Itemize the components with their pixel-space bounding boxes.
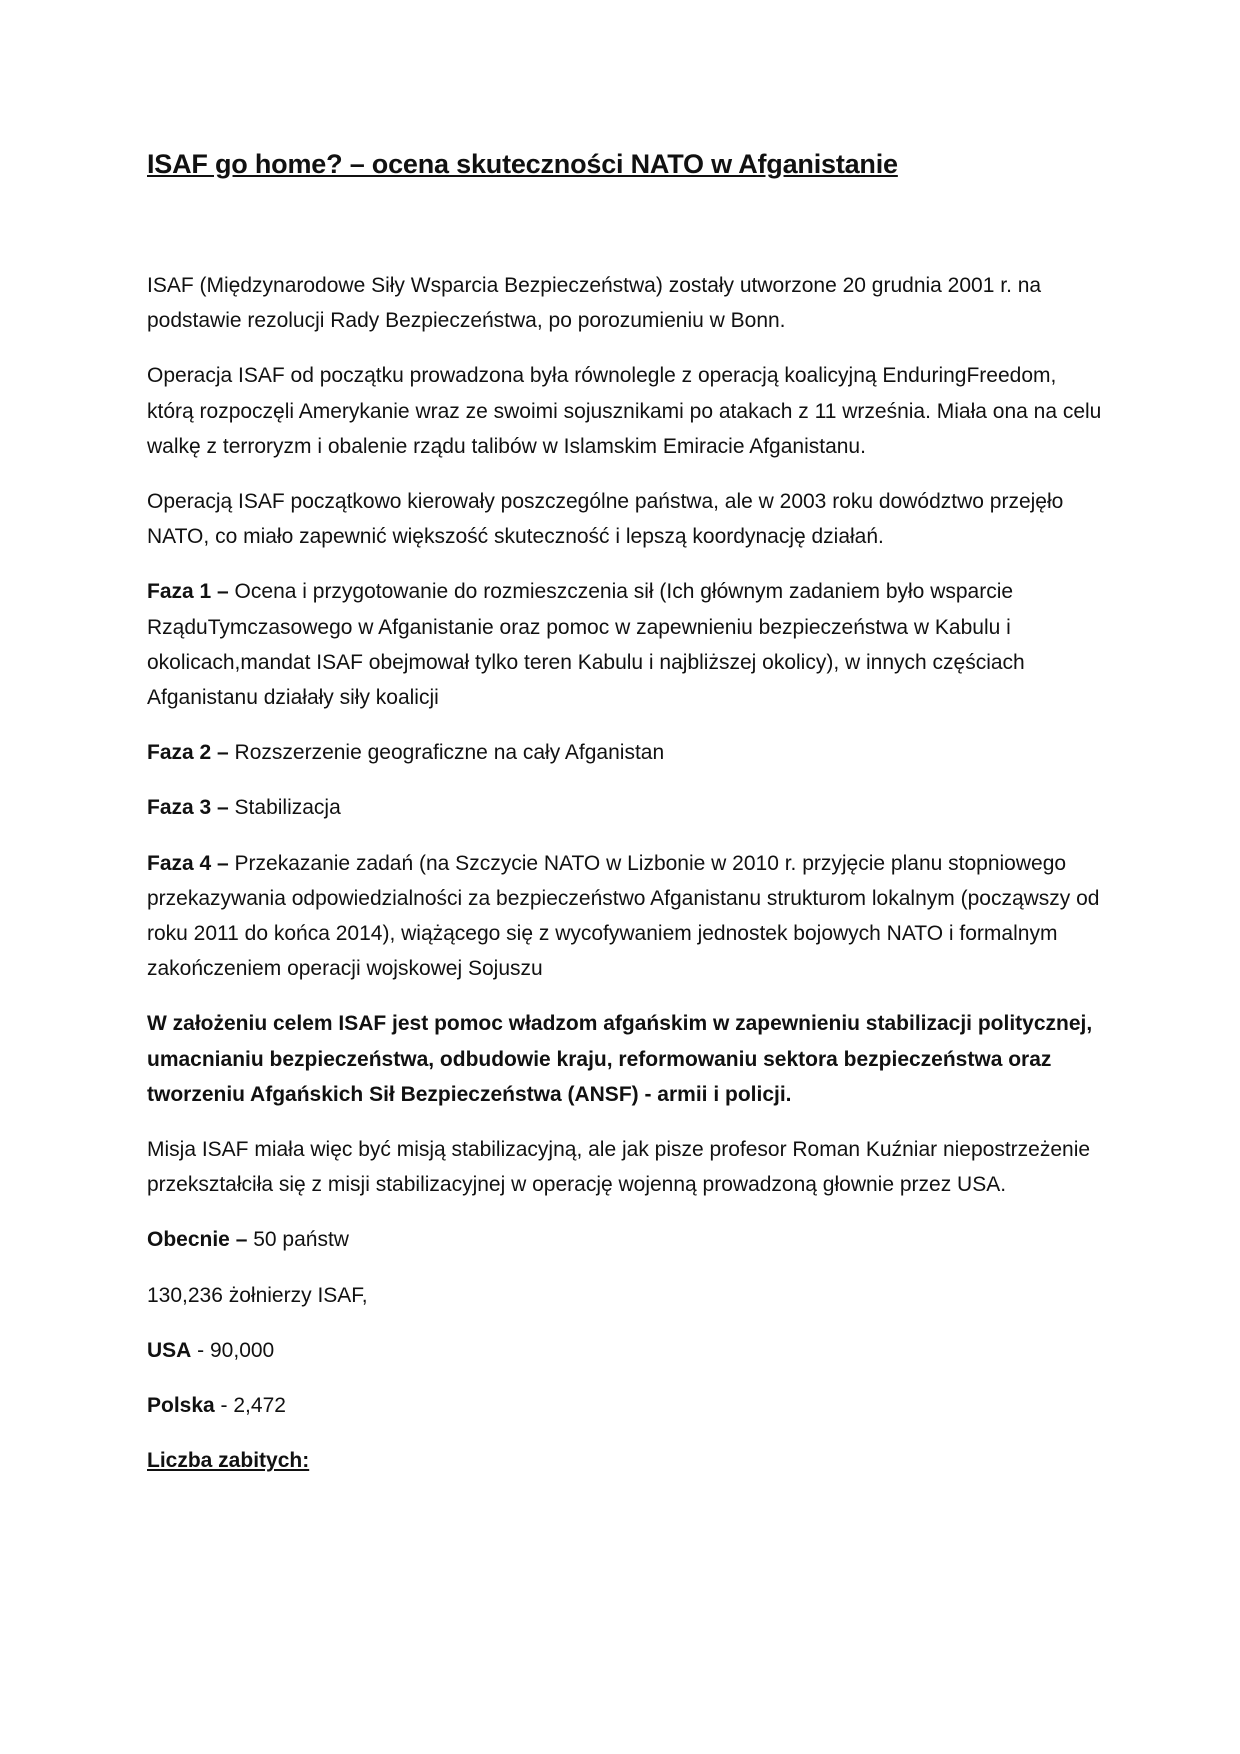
phase-4-text: Przekazanie zadań (na Szczycie NATO w Lizbonie w 2010 r. przyjęcie planu stopniowego przekazywania odpowiedzialności za bezpieczeństwo Afganistanu strukturom lokalnym (począwszy od roku 2011 do końca 2014), wiążącego się z wycofywaniem jednostek bojowych NATO i formalnym zakończeniem operacji wojskowej Sojuszu bbox=[147, 851, 1100, 981]
usa-text: - 90,000 bbox=[191, 1338, 275, 1362]
polska-label: Polska bbox=[147, 1394, 215, 1418]
killed-heading: Liczba zabitych: bbox=[147, 1449, 310, 1473]
phase-2-label: Faza 2 – bbox=[147, 741, 229, 765]
paragraph-phase-4 bbox=[147, 846, 1107, 987]
obecnie-text: 50 państw bbox=[247, 1228, 349, 1252]
paragraph-obecnie bbox=[147, 1222, 1107, 1257]
polska-text: - 2,472 bbox=[214, 1394, 286, 1418]
paragraph-nato-command: Operacją ISAF początkowo kierowały poszczególne państwa, ale w 2003 roku dowództwo przejęło NATO, co miało zapewnić większość skuteczność i lepszą koordynację działań. bbox=[147, 490, 1064, 549]
phase-3-label: Faza 3 – bbox=[147, 796, 229, 820]
paragraph-phase-1 bbox=[147, 574, 1107, 715]
paragraph-phase-3 bbox=[147, 790, 1107, 825]
obecnie-label: Obecnie – bbox=[147, 1228, 248, 1252]
phase-1-label: Faza 1 – bbox=[147, 580, 229, 604]
phase-1-text: Ocena i przygotowanie do rozmieszczenia sił (Ich głównym zadaniem było wsparcie RząduTymczasowego w Afganistanie oraz pomoc w zapewnieniu bezpieczeństwa w Kabulu i okolicach,mandat ISAF obejmował tylko teren Kabulu i najbliższej okolicy), w innych częściach Afganistanu działały siły koalicji bbox=[147, 580, 1025, 710]
document-title: ISAF go home? – ocena skuteczności NATO w Afganistanie bbox=[147, 149, 898, 179]
paragraph-polska bbox=[147, 1388, 1107, 1423]
paragraph-isaf-intro: ISAF (Międzynarodowe Siły Wsparcia Bezpieczeństwa) zostały utworzone 20 grudnia 2001 r. na podstawie rezolucji Rady Bezpieczeństwa, po porozumieniu w Bonn. bbox=[147, 274, 1042, 333]
paragraph-isaf-goal: W założeniu celem ISAF jest pomoc władzom afgańskim w zapewnieniu stabilizacji politycznej, umacnianiu bezpieczeństwa, odbudowie kraju, reformowaniu sektora bezpieczeństwa oraz tworzeniu Afgańskich Sił Bezpieczeństwa (ANSF) - armii i policji. bbox=[147, 1012, 1093, 1106]
phase-2-text: Rozszerzenie geograficzne na cały Afganistan bbox=[228, 741, 665, 765]
document-body bbox=[147, 268, 1107, 1498]
phase-4-label: Faza 4 – bbox=[147, 851, 229, 875]
paragraph-usa bbox=[147, 1333, 1107, 1368]
paragraph-mission: Misja ISAF miała więc być misją stabilizacyjną, ale jak pisze profesor Roman Kuźniar niepostrzeżenie przekształciła się z misji stabilizacyjnej w operację wojenną prowadzoną głownie przez USA. bbox=[147, 1138, 1091, 1197]
paragraph-enduring-freedom: Operacja ISAF od początku prowadzona była równolegle z operacją koalicyjną EnduringFreedom, którą rozpoczęli Amerykanie wraz ze swoimi sojusznikami po atakach z 11 września. Miała ona na celu walkę z terroryzm i obalenie rządu talibów w Islamskim Emiracie Afganistanu. bbox=[147, 364, 1102, 458]
usa-label: USA bbox=[147, 1338, 192, 1362]
phase-3-text: Stabilizacja bbox=[228, 796, 341, 820]
paragraph-soldiers: 130,236 żołnierzy ISAF, bbox=[147, 1283, 368, 1307]
paragraph-phase-2 bbox=[147, 735, 1107, 770]
